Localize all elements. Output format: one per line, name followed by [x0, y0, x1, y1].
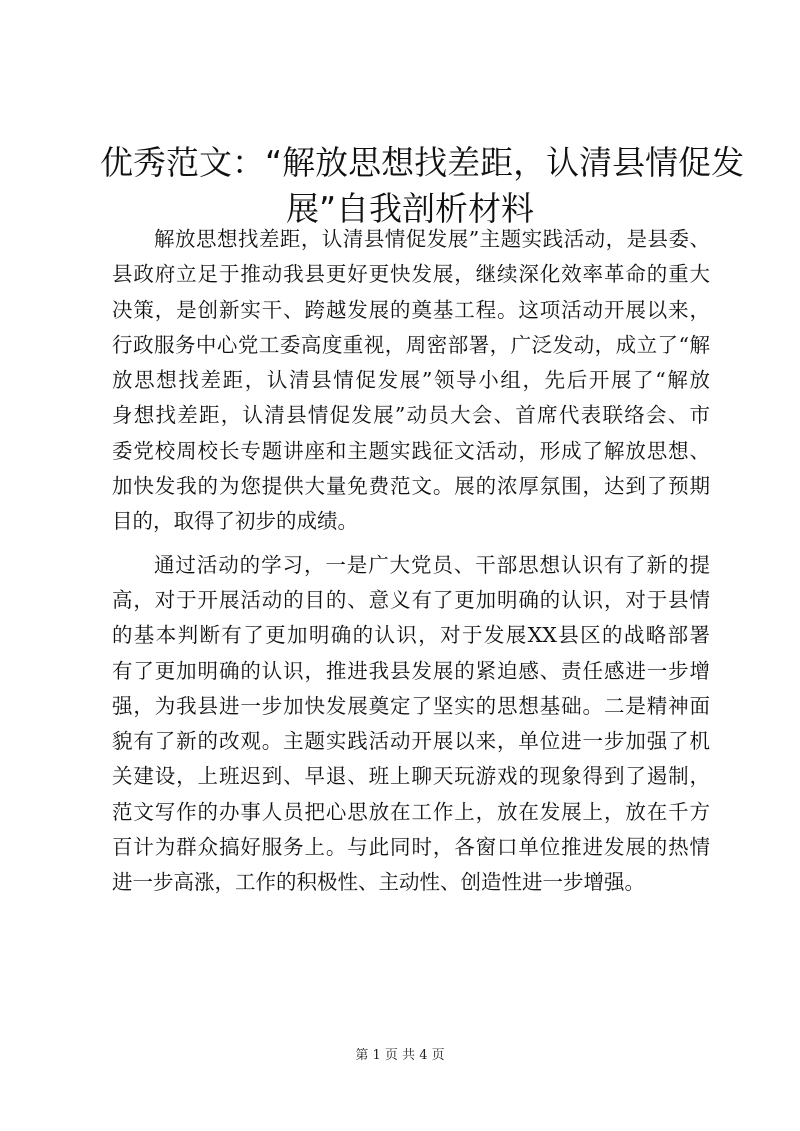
text-line: 目的，取得了初步的成绩。	[112, 509, 358, 534]
text-line: 身想找差距，认清县情促发展”动员大会、首席代表联络会、市	[112, 403, 710, 428]
text-line: 县政府立足于推动我县更好更快发展，继续深化效率革命的重大	[112, 262, 710, 287]
text-line: 高，对于开展活动的目的、意义有了更加明确的认识，对于县情	[112, 587, 710, 612]
document-title	[100, 140, 745, 232]
page-number: 第 1 页 共 4 页	[355, 1048, 445, 1063]
text-line: 通过活动的学习，一是广大党员、干部思想认识有了新的提	[154, 552, 710, 577]
text-line: 加快发我的为您提供大量免费范文。展的浓厚氛围，达到了预期	[112, 474, 710, 499]
text-line: 关建设，上班迟到、早退、班上聊天玩游戏的现象得到了遏制，	[112, 764, 710, 789]
text-line: 的基本判断有了更加明确的认识，对于发展XX县区的战略部署	[112, 623, 710, 648]
text-line: 行政服务中心党工委高度重视，周密部署，广泛发动，成立了“解	[112, 332, 710, 357]
text-line: 范文写作的办事人员把心思放在工作上，放在发展上，放在千方	[112, 799, 710, 824]
text-line: 有了更加明确的认识，推进我县发展的紧迫感、责任感进一步增	[112, 658, 710, 683]
text-line: 解放思想找差距，认清县情促发展”主题实践活动，是县委、	[154, 227, 710, 251]
text-line: 强，为我县进一步加快发展奠定了坚实的思想基础。二是精神面	[112, 693, 710, 718]
text-line: 决策，是创新实干、跨越发展的奠基工程。这项活动开展以来，	[112, 297, 710, 322]
text-line: 委党校周校长专题讲座和主题实践征文活动，形成了解放思想、	[112, 438, 710, 463]
text-line: 放思想找差距，认清县情促发展”领导小组，先后开展了“解放	[112, 368, 710, 393]
title-line-2: 展”自我剖析材料	[285, 189, 535, 228]
text-line: 百计为群众搞好服务上。与此同时，各窗口单位推进发展的热情	[112, 835, 710, 860]
title-line-1: 优秀范文：“解放思想找差距，认清县情促发	[100, 143, 745, 182]
text-line: 进一步高涨，工作的积极性、主动性、创造性进一步增强。	[112, 870, 645, 895]
document-body	[112, 222, 710, 901]
text-line: 貌有了新的改观。主题实践活动开展以来，单位进一步加强了机	[112, 729, 710, 754]
paragraph-2	[112, 548, 710, 901]
paragraph-1	[112, 222, 710, 540]
